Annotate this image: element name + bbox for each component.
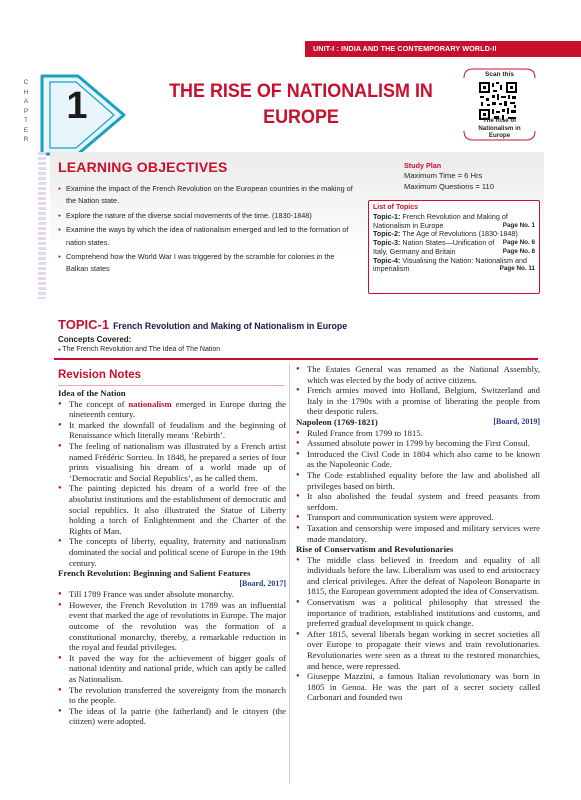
note-bullet: ● It marked the downfall of feudalism and the beginning of Renaissance which literally means ‘Rebirth’.	[58, 420, 286, 441]
study-plan-time: Maximum Time = 6 Hrs	[404, 171, 483, 180]
note-bullet: ● Ruled France from 1799 to 1815.	[296, 428, 540, 439]
objective-item: ● Examine the impact of the French Revolution on the European countries in the making of the Nation state.	[58, 183, 358, 208]
section-heading-text: Rise of Conservatism and Revolutionaries	[296, 544, 454, 555]
topic-page: Page No. 8	[502, 247, 535, 255]
topic-page: Page No. 11	[499, 265, 535, 273]
topic-label: Topic-4:	[373, 255, 401, 265]
section-heading	[296, 544, 540, 555]
objective-item: ● Comprehend how the World War I was triggered by the scramble for colonies in the Balkan states	[58, 251, 358, 276]
qr-caption-line: The Rise of	[482, 117, 517, 124]
topic-entry[interactable]	[373, 257, 535, 274]
keyword-highlight: nationalism	[128, 398, 172, 409]
title-line-1: THE RISE OF NATIONALISM IN	[169, 80, 433, 102]
decorative-stripe	[38, 152, 46, 299]
objective-item: ● Explore the nature of the diverse social movements of the time. (1830-1848)	[58, 210, 358, 222]
note-bullet: ● The Estates General was renamed as the National Assembly, which was elected by the body of active citizens.	[296, 364, 540, 385]
chapter-title	[144, 78, 459, 130]
learning-objectives-list	[58, 183, 358, 276]
note-bullet: ● The revolution transferred the sovereignty from the monarch to the people.	[58, 685, 286, 706]
board-tag: [Board, 2017]	[239, 578, 286, 588]
note-bullet: ● Assumed absolute power in 1799 by becoming the First Consul.	[296, 438, 540, 449]
note-bullet: ● The Code established equality before the law and abolished all privileges based on birth.	[296, 470, 540, 491]
section-divider	[54, 358, 538, 360]
qr-caption-line: Nationalism in	[478, 124, 521, 132]
note-bullet: ● Till 1789 France was under absolute monarchy.	[58, 589, 286, 600]
right-column	[296, 364, 540, 703]
note-bullet: ● Conservatism was a political philosophy that stressed the importance of tradition, established institutions and customs, and preferred gradual development to quick change.	[296, 597, 540, 629]
section-heading	[296, 417, 540, 428]
note-bullet: ● However, the French Revolution in 1789 was an influential event that marked the age of revolutions in Europe. The major outcome of the revolution was the formation of a constitutional monarchy, thereby, a remarkable reduction in the royal and feudal privileges.	[58, 600, 286, 653]
note-bullet: ● French armies moved into Holland, Belgium, Switzerland and Italy in the 1790s with a promise of liberating the people from their despotic rulers.	[296, 385, 540, 417]
note-bullet: ● After 1815, several liberals began working in secret societies all over Europe to propagate their views and train revolutionaries. Revolutionaries were seen as a threat to the restored monarchies, and hence, were repressed.	[296, 629, 540, 671]
note-bullet: ● Taxation and censorship were imposed and military services were made mandatory.	[296, 523, 540, 544]
topic-label: Topic-3:	[373, 238, 401, 248]
topic-text: Visualising the Nation: Nationalism and imperialism	[373, 255, 527, 274]
topic-page: Page No. 1	[502, 221, 535, 229]
learning-objectives-heading: LEARNING OBJECTIVES	[58, 159, 228, 175]
topic-label: Topic-2:	[373, 229, 401, 239]
topic-text: Nation States—Unification of Italy, Germany and Britain	[373, 238, 495, 256]
note-bullet: ● Transport and communication system were approved.	[296, 512, 540, 523]
section-heading-text: French Revolution: Beginning and Salient Features	[58, 568, 251, 579]
qr-caption-line: Europe	[488, 132, 511, 139]
left-column	[58, 388, 286, 727]
topic-label: Topic-1:	[373, 212, 401, 221]
note-text: The concept of	[69, 398, 129, 409]
study-plan-questions: Maximum Questions = 110	[404, 182, 494, 191]
concepts-item	[58, 346, 220, 353]
chapter-number: 1	[66, 85, 88, 127]
chapter-label	[20, 78, 32, 145]
column-divider	[289, 364, 290, 784]
topic-header	[58, 317, 347, 332]
board-tag: [Board, 2019]	[493, 416, 540, 426]
qr-scan-label: Scan this	[485, 71, 514, 78]
note-bullet: ● The concepts of liberty, equality, fraternity and nationalism dominated the social and political scene of Europe in the 19th century.	[58, 536, 286, 568]
study-plan-heading: Study Plan	[404, 161, 442, 170]
revision-notes-heading: Revision Notes	[58, 369, 142, 381]
topics-heading: List of Topics	[373, 204, 418, 211]
note-text: emerged in Europe during the nineteenth century.	[69, 398, 286, 420]
note-bullet	[58, 399, 286, 420]
study-plan	[404, 161, 537, 192]
section-heading	[58, 568, 286, 579]
list-of-topics	[368, 200, 540, 294]
topic-text: The Age of Revolutions (1830-1848)	[400, 229, 518, 239]
concepts-text: The French Revolution and The Idea of The Nation	[62, 346, 221, 353]
chapter-word: CHAPTER	[23, 79, 29, 143]
topic-page: Page No. 6	[502, 239, 535, 247]
note-bullet: ● Giuseppe Mazzini, a famous Italian revolutionary was born in 1805 in Genoa. He was the part of a secret society called Carbonari and founded two	[296, 671, 540, 703]
note-bullet: ● The middle class believed in freedom and equality of all individuals before the law. Liberalism was used to end aristocracy and clerical privileges. After the defeat of Napoleon Bonaparte in 1815, the European government adopted the idea of Conservatism.	[296, 555, 540, 597]
objective-item: ● Examine the ways by which the idea of nationalism emerged and led to the formation of nation states.	[58, 224, 358, 249]
concepts-heading: Concepts Covered:	[58, 335, 132, 344]
qr-code-icon[interactable]	[478, 81, 518, 121]
title-line-2: EUROPE	[263, 106, 339, 128]
note-bullet: ● It also abolished the feudal system and freed peasants from serfdom.	[296, 491, 540, 512]
note-bullet: ● The ideas of la patrie (the fatherland) and le citoyen (the citizen) were adopted.	[58, 706, 286, 727]
topic-number: TOPIC-1	[58, 317, 110, 332]
unit-banner: UNIT-I : INDIA AND THE CONTEMPORARY WORLD-II	[305, 41, 581, 57]
note-bullet: ● It paved the way for the achievement of bigger goals of national identity and national pride, which can aptly be called as Nationalism.	[58, 653, 286, 685]
topic-entry[interactable]	[373, 213, 535, 230]
section-heading-text: Idea of the Nation	[58, 388, 126, 398]
section-heading	[58, 388, 286, 399]
note-bullet: ● Introduced the Civil Code in 1804 which also came to be known as the Napoleonic Code.	[296, 449, 540, 470]
note-bullet: ● The painting depicted his dream of a world free of the absolutist institutions and the establishment of democratic and social republics. It also illustrated the Statue of Liberty holding a torch of Enlightenment and the Charter of the Rights of Man.	[58, 483, 286, 536]
section-heading-text: Napoleon (1769-1821)	[296, 416, 378, 427]
topic-title: French Revolution and Making of Nationalism in Europe	[113, 321, 348, 331]
topic-text: French Revolution and Making of Nationalism in Europe	[373, 212, 508, 230]
heading-underline	[58, 385, 284, 386]
qr-caption	[463, 117, 536, 140]
note-bullet: ● The feeling of nationalism was illustrated by a French artist named Frédéric Sorrieu. In 1848, he prepared a series of four prints visualising his dream of a world made up of ‘Democratic and Social Republics’, as he called them.	[58, 441, 286, 483]
